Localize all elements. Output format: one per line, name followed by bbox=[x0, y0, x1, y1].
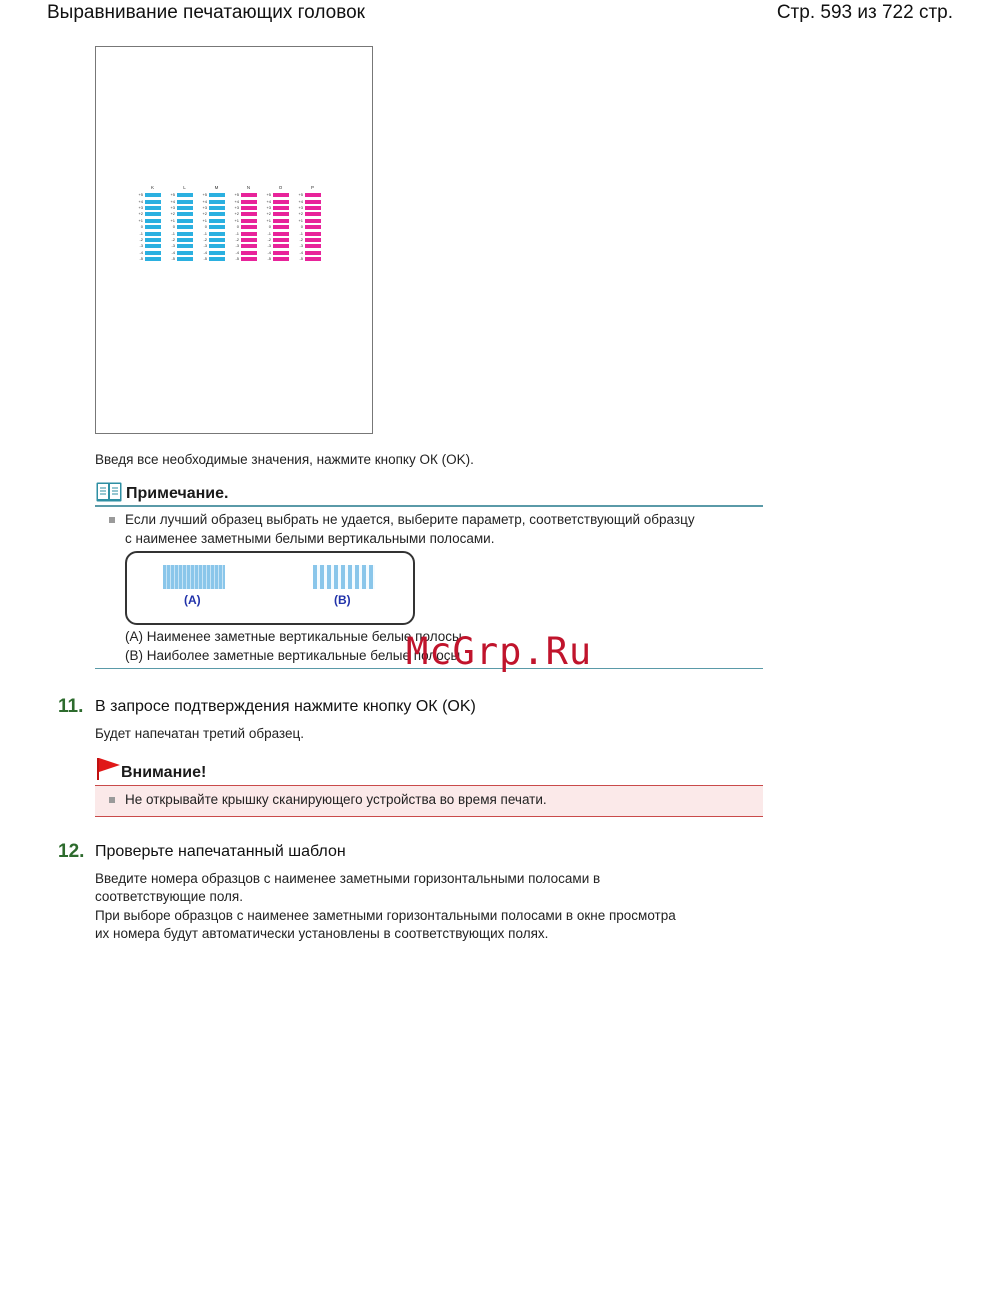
pattern-bar bbox=[145, 193, 161, 197]
step-12-line3: При выборе образцов с наименее заметными горизонтальными полосами в окне просмотра bbox=[95, 908, 676, 923]
pattern-row-label: +3 bbox=[298, 204, 303, 210]
pattern-bar bbox=[273, 225, 289, 229]
pattern-a-label: (A) bbox=[184, 593, 201, 607]
step-11-text: Будет напечатан третий образец. bbox=[95, 726, 304, 741]
pattern-bar bbox=[209, 251, 225, 255]
pattern-row bbox=[162, 256, 193, 262]
caution-text: Не открывайте крышку сканирующего устройства во время печати. bbox=[125, 792, 547, 807]
pattern-row-label: -3 bbox=[299, 243, 303, 249]
pattern-row-label: -1 bbox=[267, 230, 271, 236]
pattern-row-label: +1 bbox=[266, 217, 271, 223]
pattern-bar bbox=[145, 244, 161, 248]
pattern-row bbox=[130, 256, 161, 262]
pattern-row-label: 0 bbox=[172, 224, 175, 230]
pattern-bar bbox=[177, 238, 193, 242]
pattern-bar bbox=[241, 206, 257, 210]
pattern-bar bbox=[177, 251, 193, 255]
pattern-row-label: +2 bbox=[298, 211, 303, 217]
pattern-row-label: -4 bbox=[235, 249, 239, 255]
pattern-bar bbox=[209, 193, 225, 197]
pattern-row bbox=[258, 256, 289, 262]
pattern-bar bbox=[273, 206, 289, 210]
pattern-row-label: +5 bbox=[298, 192, 303, 198]
pattern-bar bbox=[145, 232, 161, 236]
pattern-row-label: -5 bbox=[171, 256, 175, 262]
pattern-row bbox=[226, 256, 257, 262]
pattern-bar bbox=[241, 244, 257, 248]
pattern-bar bbox=[305, 232, 321, 236]
patterns-example-box bbox=[125, 551, 415, 625]
pattern-bar bbox=[177, 257, 193, 261]
pattern-column-label: M bbox=[214, 185, 219, 190]
step-12-title: Проверьте напечатанный шаблон bbox=[95, 843, 346, 860]
note-bullet-line1: Если лучший образец выбрать не удается, выберите параметр, соответствующий образцу bbox=[125, 512, 695, 527]
note-caption-b: (B) Наиболее заметные вертикальные белые полосы bbox=[125, 648, 461, 663]
pattern-row-label: +1 bbox=[170, 217, 175, 223]
pattern-row-label: -3 bbox=[139, 243, 143, 249]
pattern-row-label: +4 bbox=[234, 198, 239, 204]
pattern-row-label: +4 bbox=[266, 198, 271, 204]
pattern-row-label: +5 bbox=[138, 192, 143, 198]
step-12-line4: их номера будут автоматически установлены в соответствующих полях. bbox=[95, 926, 549, 941]
pattern-row-label: +1 bbox=[202, 217, 207, 223]
pattern-bar bbox=[305, 238, 321, 242]
pattern-row-label: -5 bbox=[203, 256, 207, 262]
pattern-bar bbox=[177, 219, 193, 223]
pattern-bar bbox=[305, 206, 321, 210]
pattern-row-label: -4 bbox=[299, 249, 303, 255]
pattern-row-label: -2 bbox=[203, 236, 207, 242]
pattern-bar bbox=[273, 200, 289, 204]
pattern-bar bbox=[273, 251, 289, 255]
pattern-row-label: -1 bbox=[235, 230, 239, 236]
page-number: Стр. 593 из 722 стр. bbox=[776, 2, 953, 23]
pattern-row-label: -2 bbox=[139, 236, 143, 242]
pattern-bar bbox=[209, 219, 225, 223]
pattern-column-label: K bbox=[150, 185, 154, 190]
pattern-bar bbox=[273, 219, 289, 223]
pattern-bar bbox=[177, 212, 193, 216]
note-bullet-line2: с наименее заметными белыми вертикальными полосами. bbox=[125, 531, 495, 546]
pattern-row-label: +5 bbox=[234, 192, 239, 198]
pattern-row-label: +3 bbox=[138, 204, 143, 210]
pattern-bar bbox=[145, 200, 161, 204]
pattern-b-label: (B) bbox=[334, 593, 351, 607]
pattern-row-label: 0 bbox=[204, 224, 207, 230]
pattern-row-label: +4 bbox=[138, 198, 143, 204]
pattern-row-label: -5 bbox=[299, 256, 303, 262]
pattern-bar bbox=[305, 200, 321, 204]
pattern-row-label: -1 bbox=[139, 230, 143, 236]
pattern-bar bbox=[145, 238, 161, 242]
pattern-row-label: +4 bbox=[170, 198, 175, 204]
pattern-bar bbox=[209, 244, 225, 248]
pattern-row-label: -4 bbox=[139, 249, 143, 255]
pattern-row-label: +2 bbox=[234, 211, 239, 217]
pattern-row-label: +3 bbox=[234, 204, 239, 210]
pattern-bar bbox=[241, 251, 257, 255]
pattern-row-label: -2 bbox=[171, 236, 175, 242]
step-11-title: В запросе подтверждения нажмите кнопку ОК (OK) bbox=[95, 698, 476, 715]
pattern-column-k bbox=[130, 184, 161, 262]
pattern-row-label: 0 bbox=[268, 224, 271, 230]
page-header-title: Выравнивание печатающих головок bbox=[47, 2, 365, 23]
pattern-bar bbox=[241, 200, 257, 204]
pattern-row-label: -5 bbox=[235, 256, 239, 262]
pattern-bar bbox=[145, 212, 161, 216]
pattern-row-label: -2 bbox=[299, 236, 303, 242]
pattern-bar bbox=[305, 257, 321, 261]
pattern-row-label: +1 bbox=[138, 217, 143, 223]
pattern-row-label: +2 bbox=[266, 211, 271, 217]
pattern-bar bbox=[145, 257, 161, 261]
pattern-row-label: +4 bbox=[298, 198, 303, 204]
pattern-column-m bbox=[194, 184, 225, 262]
pattern-bar bbox=[305, 193, 321, 197]
pattern-bar bbox=[145, 206, 161, 210]
pattern-row-label: +2 bbox=[138, 211, 143, 217]
pattern-row-label: +1 bbox=[234, 217, 239, 223]
pattern-bar bbox=[209, 257, 225, 261]
pattern-row bbox=[194, 256, 225, 262]
pattern-row-label: +3 bbox=[266, 204, 271, 210]
pattern-bar bbox=[209, 238, 225, 242]
pattern-bar bbox=[177, 206, 193, 210]
pattern-bar bbox=[209, 232, 225, 236]
printed-sheet-figure bbox=[95, 46, 373, 434]
pattern-column-l bbox=[162, 184, 193, 262]
pattern-column-p bbox=[290, 184, 321, 262]
step-11-number: 11. bbox=[58, 696, 84, 717]
pattern-row-label: -1 bbox=[203, 230, 207, 236]
pattern-bar bbox=[177, 225, 193, 229]
pattern-bar bbox=[177, 244, 193, 248]
pattern-row-label: -4 bbox=[203, 249, 207, 255]
pattern-row-label: -4 bbox=[171, 249, 175, 255]
pattern-bar bbox=[177, 193, 193, 197]
step-12-line1: Введите номера образцов с наименее заметными горизонтальными полосами в bbox=[95, 871, 601, 886]
pattern-bar bbox=[241, 193, 257, 197]
pattern-row-label: -1 bbox=[171, 230, 175, 236]
pattern-bar bbox=[305, 225, 321, 229]
pattern-bar bbox=[241, 257, 257, 261]
pattern-row-label: 0 bbox=[236, 224, 239, 230]
pattern-row-label: -3 bbox=[203, 243, 207, 249]
pattern-bar bbox=[241, 238, 257, 242]
pattern-row-label: -5 bbox=[139, 256, 143, 262]
pattern-bar bbox=[273, 244, 289, 248]
pattern-a-swatch bbox=[163, 565, 225, 589]
pattern-bar bbox=[305, 219, 321, 223]
note-title: Примечание. bbox=[126, 485, 229, 502]
pattern-bar bbox=[273, 193, 289, 197]
pattern-row-label: -4 bbox=[267, 249, 271, 255]
pattern-row-label: 0 bbox=[300, 224, 303, 230]
pattern-bar bbox=[209, 212, 225, 216]
note-top-rule bbox=[95, 505, 763, 507]
pattern-bar bbox=[305, 244, 321, 248]
pattern-row-label: -3 bbox=[267, 243, 271, 249]
note-bullet-icon bbox=[109, 517, 115, 523]
pattern-bar bbox=[177, 200, 193, 204]
caution-bullet-icon bbox=[109, 797, 115, 803]
pattern-bar bbox=[273, 257, 289, 261]
step-12-line2: соответствующие поля. bbox=[95, 889, 243, 904]
pattern-row-label: 0 bbox=[140, 224, 143, 230]
pattern-bar bbox=[241, 219, 257, 223]
pattern-row-label: +5 bbox=[170, 192, 175, 198]
pattern-column-o bbox=[258, 184, 289, 262]
pattern-row-label: +3 bbox=[170, 204, 175, 210]
pattern-column-label: O bbox=[278, 185, 283, 190]
pattern-bar bbox=[177, 232, 193, 236]
pattern-bar bbox=[209, 225, 225, 229]
caution-flag-icon bbox=[96, 757, 122, 786]
pattern-bar bbox=[273, 212, 289, 216]
pattern-row-label: -3 bbox=[171, 243, 175, 249]
caution-title: Внимание! bbox=[121, 764, 207, 781]
pattern-row-label: +2 bbox=[202, 211, 207, 217]
pattern-bar bbox=[145, 251, 161, 255]
step-12-number: 12. bbox=[58, 841, 85, 862]
note-caption-a: (A) Наименее заметные вертикальные белые полосы bbox=[125, 629, 462, 644]
pattern-bar bbox=[145, 225, 161, 229]
pattern-bar bbox=[209, 200, 225, 204]
pattern-column-label: P bbox=[310, 185, 314, 190]
alignment-pattern-grid bbox=[130, 184, 322, 262]
pattern-bar bbox=[241, 225, 257, 229]
pattern-bar bbox=[241, 232, 257, 236]
pattern-row-label: -2 bbox=[235, 236, 239, 242]
pattern-row-label: -5 bbox=[267, 256, 271, 262]
pattern-b-swatch bbox=[313, 565, 375, 589]
pattern-bar bbox=[241, 212, 257, 216]
pattern-bar bbox=[305, 251, 321, 255]
pattern-column-label: L bbox=[183, 185, 186, 190]
pattern-row-label: +4 bbox=[202, 198, 207, 204]
pattern-bar bbox=[145, 219, 161, 223]
pattern-bar bbox=[273, 238, 289, 242]
pattern-row-label: -3 bbox=[235, 243, 239, 249]
pattern-row-label: +1 bbox=[298, 217, 303, 223]
pattern-bar bbox=[273, 232, 289, 236]
watermark: McGrp.Ru bbox=[406, 630, 593, 673]
note-book-icon bbox=[96, 482, 122, 507]
pattern-row-label: +5 bbox=[202, 192, 207, 198]
pattern-row-label: +3 bbox=[202, 204, 207, 210]
pattern-row bbox=[290, 256, 321, 262]
pattern-column-label: N bbox=[246, 185, 251, 190]
pattern-row-label: -2 bbox=[267, 236, 271, 242]
pattern-row-label: -1 bbox=[299, 230, 303, 236]
after-figure-text: Введя все необходимые значения, нажмите кнопку ОК (OK). bbox=[95, 452, 474, 467]
pattern-row-label: +5 bbox=[266, 192, 271, 198]
pattern-column-n bbox=[226, 184, 257, 262]
pattern-row-label: +2 bbox=[170, 211, 175, 217]
pattern-bar bbox=[209, 206, 225, 210]
pattern-bar bbox=[305, 212, 321, 216]
